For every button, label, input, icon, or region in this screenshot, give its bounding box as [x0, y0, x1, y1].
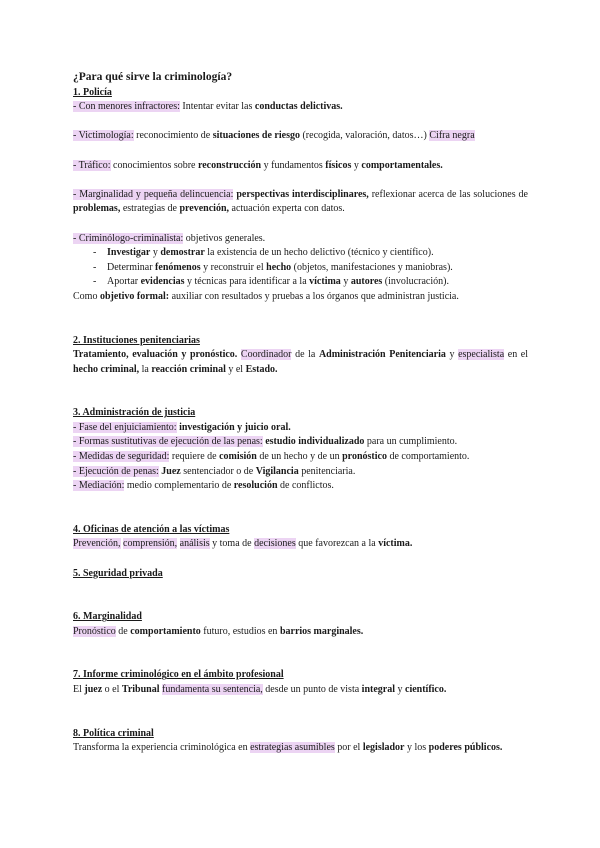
text: la existencia de un hecho delictivo (técnico y científico).: [204, 247, 434, 259]
text: Intentar evitar las: [179, 101, 255, 113]
text: y técnicas para identificar a la: [184, 276, 310, 288]
text: objetivos generales.: [183, 232, 266, 244]
bold-text: comportamiento: [130, 625, 201, 637]
justicia-line: [73, 450, 528, 465]
bold-text: Estado.: [245, 363, 278, 375]
bold-text: investigación y juicio oral.: [179, 421, 291, 433]
text: para un cumplimiento.: [364, 436, 458, 448]
list-item: [93, 261, 528, 276]
bold-text: Juez: [161, 465, 181, 477]
text: auxiliar con resultados y pruebas a los órganos que administran justicia.: [169, 290, 459, 302]
bold-text: hecho criminal,: [73, 363, 140, 375]
highlight: Coordinador: [240, 349, 292, 361]
highlight: - Victimología:: [73, 130, 134, 142]
justicia-line: [73, 465, 528, 480]
text: y: [445, 349, 459, 361]
bold-text: legislador: [362, 742, 405, 754]
bold-text: estudio individualizado: [265, 436, 365, 448]
highlight: comprensión,: [123, 538, 178, 550]
bold-text: evidencias: [140, 276, 185, 288]
bold-text: Administración Penitenciaria: [318, 349, 446, 361]
bold-text: víctima.: [378, 538, 413, 550]
bold-text: víctima: [309, 276, 341, 288]
highlight: análisis: [179, 538, 210, 550]
highlight: fundamenta su sentencia,: [162, 684, 263, 695]
text: y el: [225, 363, 246, 375]
document-page: [73, 70, 528, 756]
politica-paragraph: [73, 741, 528, 756]
text: y fundamentos: [261, 159, 326, 171]
policia-marginalidad-paragraph: [73, 188, 528, 217]
section-heading-marginalidad: 6. Marginalidad: [73, 611, 142, 623]
list-item: [93, 246, 528, 261]
section-heading-politica: 8. Política criminal: [73, 727, 154, 739]
policia-menores-line: [73, 100, 528, 115]
highlight: - Medidas de seguridad:: [73, 451, 170, 463]
text: y: [351, 159, 362, 171]
policia-criminologo-line: [73, 232, 528, 247]
bold-text: hecho: [266, 261, 292, 273]
bold-text: problemas,: [73, 203, 121, 215]
text: conocimientos sobre: [110, 159, 198, 171]
bold-text: barrios marginales.: [279, 625, 364, 637]
bold-text: poderes públicos.: [428, 742, 503, 754]
text: y: [395, 684, 405, 695]
text: Como: [73, 290, 100, 302]
highlight: - Formas sustitutivas de ejecución de las penas:: [73, 436, 263, 448]
instituciones-paragraph: [73, 348, 528, 377]
bold-text: integral: [361, 684, 395, 695]
bold-text: científico.: [405, 684, 447, 695]
text: requiere de: [169, 451, 220, 463]
informe-paragraph: [73, 683, 528, 698]
text: de un hecho y de un: [256, 451, 343, 463]
bold-text: reacción criminal: [151, 363, 226, 375]
objetivo-formal-line: [73, 290, 528, 305]
bold-text: situaciones de riesgo: [212, 130, 300, 142]
highlight: - Con menores infractores:: [73, 101, 180, 113]
highlight: - Fase del enjuiciamiento:: [73, 421, 177, 433]
text: Aportar: [107, 276, 141, 288]
text: por el: [334, 742, 363, 754]
objetivos-list: [73, 246, 528, 290]
text: sentenciador o de: [180, 465, 256, 477]
justicia-line: [73, 479, 528, 494]
bold-text: físicos: [325, 159, 352, 171]
text: y: [340, 276, 351, 288]
policia-victimologia-line: [73, 129, 528, 144]
bold-text: Tribunal: [121, 684, 160, 695]
bold-text: comportamentales.: [361, 159, 443, 171]
text: y: [150, 247, 161, 259]
highlight: - Mediación:: [73, 480, 125, 492]
highlight: estrategias asumibles: [250, 742, 335, 754]
bold-text: demostrar: [160, 247, 205, 259]
text: reflexionar acerca de las soluciones de: [368, 188, 528, 200]
section-heading-seguridad: 5. Seguridad privada: [73, 567, 163, 579]
highlight: - Ejecución de penas:: [73, 465, 159, 477]
section-heading-policia: 1. Policía: [73, 86, 112, 98]
text: actuación experta con datos.: [229, 203, 345, 215]
bold-text: conductas delictivas.: [254, 101, 343, 113]
oficinas-paragraph: [73, 537, 528, 552]
text: y los: [404, 742, 429, 754]
bold-text: resolución: [233, 480, 278, 492]
text: y reconstruir el: [200, 261, 267, 273]
section-heading-informe: 7. Informe criminológico en el ámbito profesional: [73, 669, 284, 681]
highlight: - Tráfico:: [73, 159, 111, 171]
highlight: - Marginalidad y pequeña delincuencia:: [73, 188, 234, 200]
highlight: Prevención,: [73, 538, 121, 550]
justicia-line: [73, 435, 528, 450]
text: estrategias de: [120, 203, 180, 215]
text: de la: [291, 349, 319, 361]
text: de conflictos.: [277, 480, 334, 492]
text: Transforma la experiencia criminológica en: [73, 742, 251, 754]
policia-trafico-line: [73, 159, 528, 174]
highlight: especialista: [458, 349, 505, 361]
bold-text: Vigilancia: [255, 465, 299, 477]
highlight: - Criminólogo-criminalista:: [73, 232, 184, 244]
bold-text: perspectivas interdisciplinares,: [236, 188, 369, 200]
marginalidad-paragraph: [73, 625, 528, 640]
bold-text: pronóstico: [342, 451, 387, 463]
section-heading-justicia: 3. Administración de justicia: [73, 407, 196, 419]
justicia-line: [73, 421, 528, 436]
bold-text: juez: [84, 684, 103, 695]
list-item: [93, 275, 528, 290]
bold-text: fenómenos: [155, 261, 201, 273]
text: de: [115, 625, 131, 637]
document-title: ¿Para qué sirve la criminología?: [73, 71, 233, 83]
section-heading-instituciones: 2. Instituciones penitenciarias: [73, 334, 200, 346]
text: o el: [102, 684, 122, 695]
text: (involucración).: [382, 276, 449, 288]
bold-text: comisión: [219, 451, 257, 463]
text: la: [139, 363, 152, 375]
text: que favorezcan a la: [295, 538, 379, 550]
bold-text: Investigar: [107, 247, 151, 259]
text: reconocimiento de: [133, 130, 213, 142]
text: en el: [504, 349, 529, 361]
bold-text: reconstrucción: [197, 159, 262, 171]
text: (objetos, manifestaciones y maniobras).: [291, 261, 453, 273]
highlight: Cifra negra: [429, 130, 475, 142]
text: de comportamiento.: [386, 451, 470, 463]
bold-text: objetivo formal:: [99, 290, 170, 302]
section-heading-oficinas: 4. Oficinas de atención a las víctimas: [73, 523, 230, 535]
text: y toma de: [209, 538, 255, 550]
text: Determinar: [107, 261, 156, 273]
text: El: [73, 684, 85, 695]
text: futuro, estudios en: [200, 625, 280, 637]
text: medio complementario de: [124, 480, 234, 492]
bold-text: Tratamiento, evaluación y pronóstico.: [73, 349, 238, 361]
text: penitenciaria.: [298, 465, 356, 477]
highlight: decisiones: [254, 538, 296, 550]
bold-text: prevención,: [179, 203, 230, 215]
text: desde un punto de vista: [262, 684, 362, 695]
bold-text: autores: [350, 276, 383, 288]
text: (recogida, valoración, datos…): [299, 130, 430, 142]
highlight: Pronóstico: [73, 625, 116, 637]
